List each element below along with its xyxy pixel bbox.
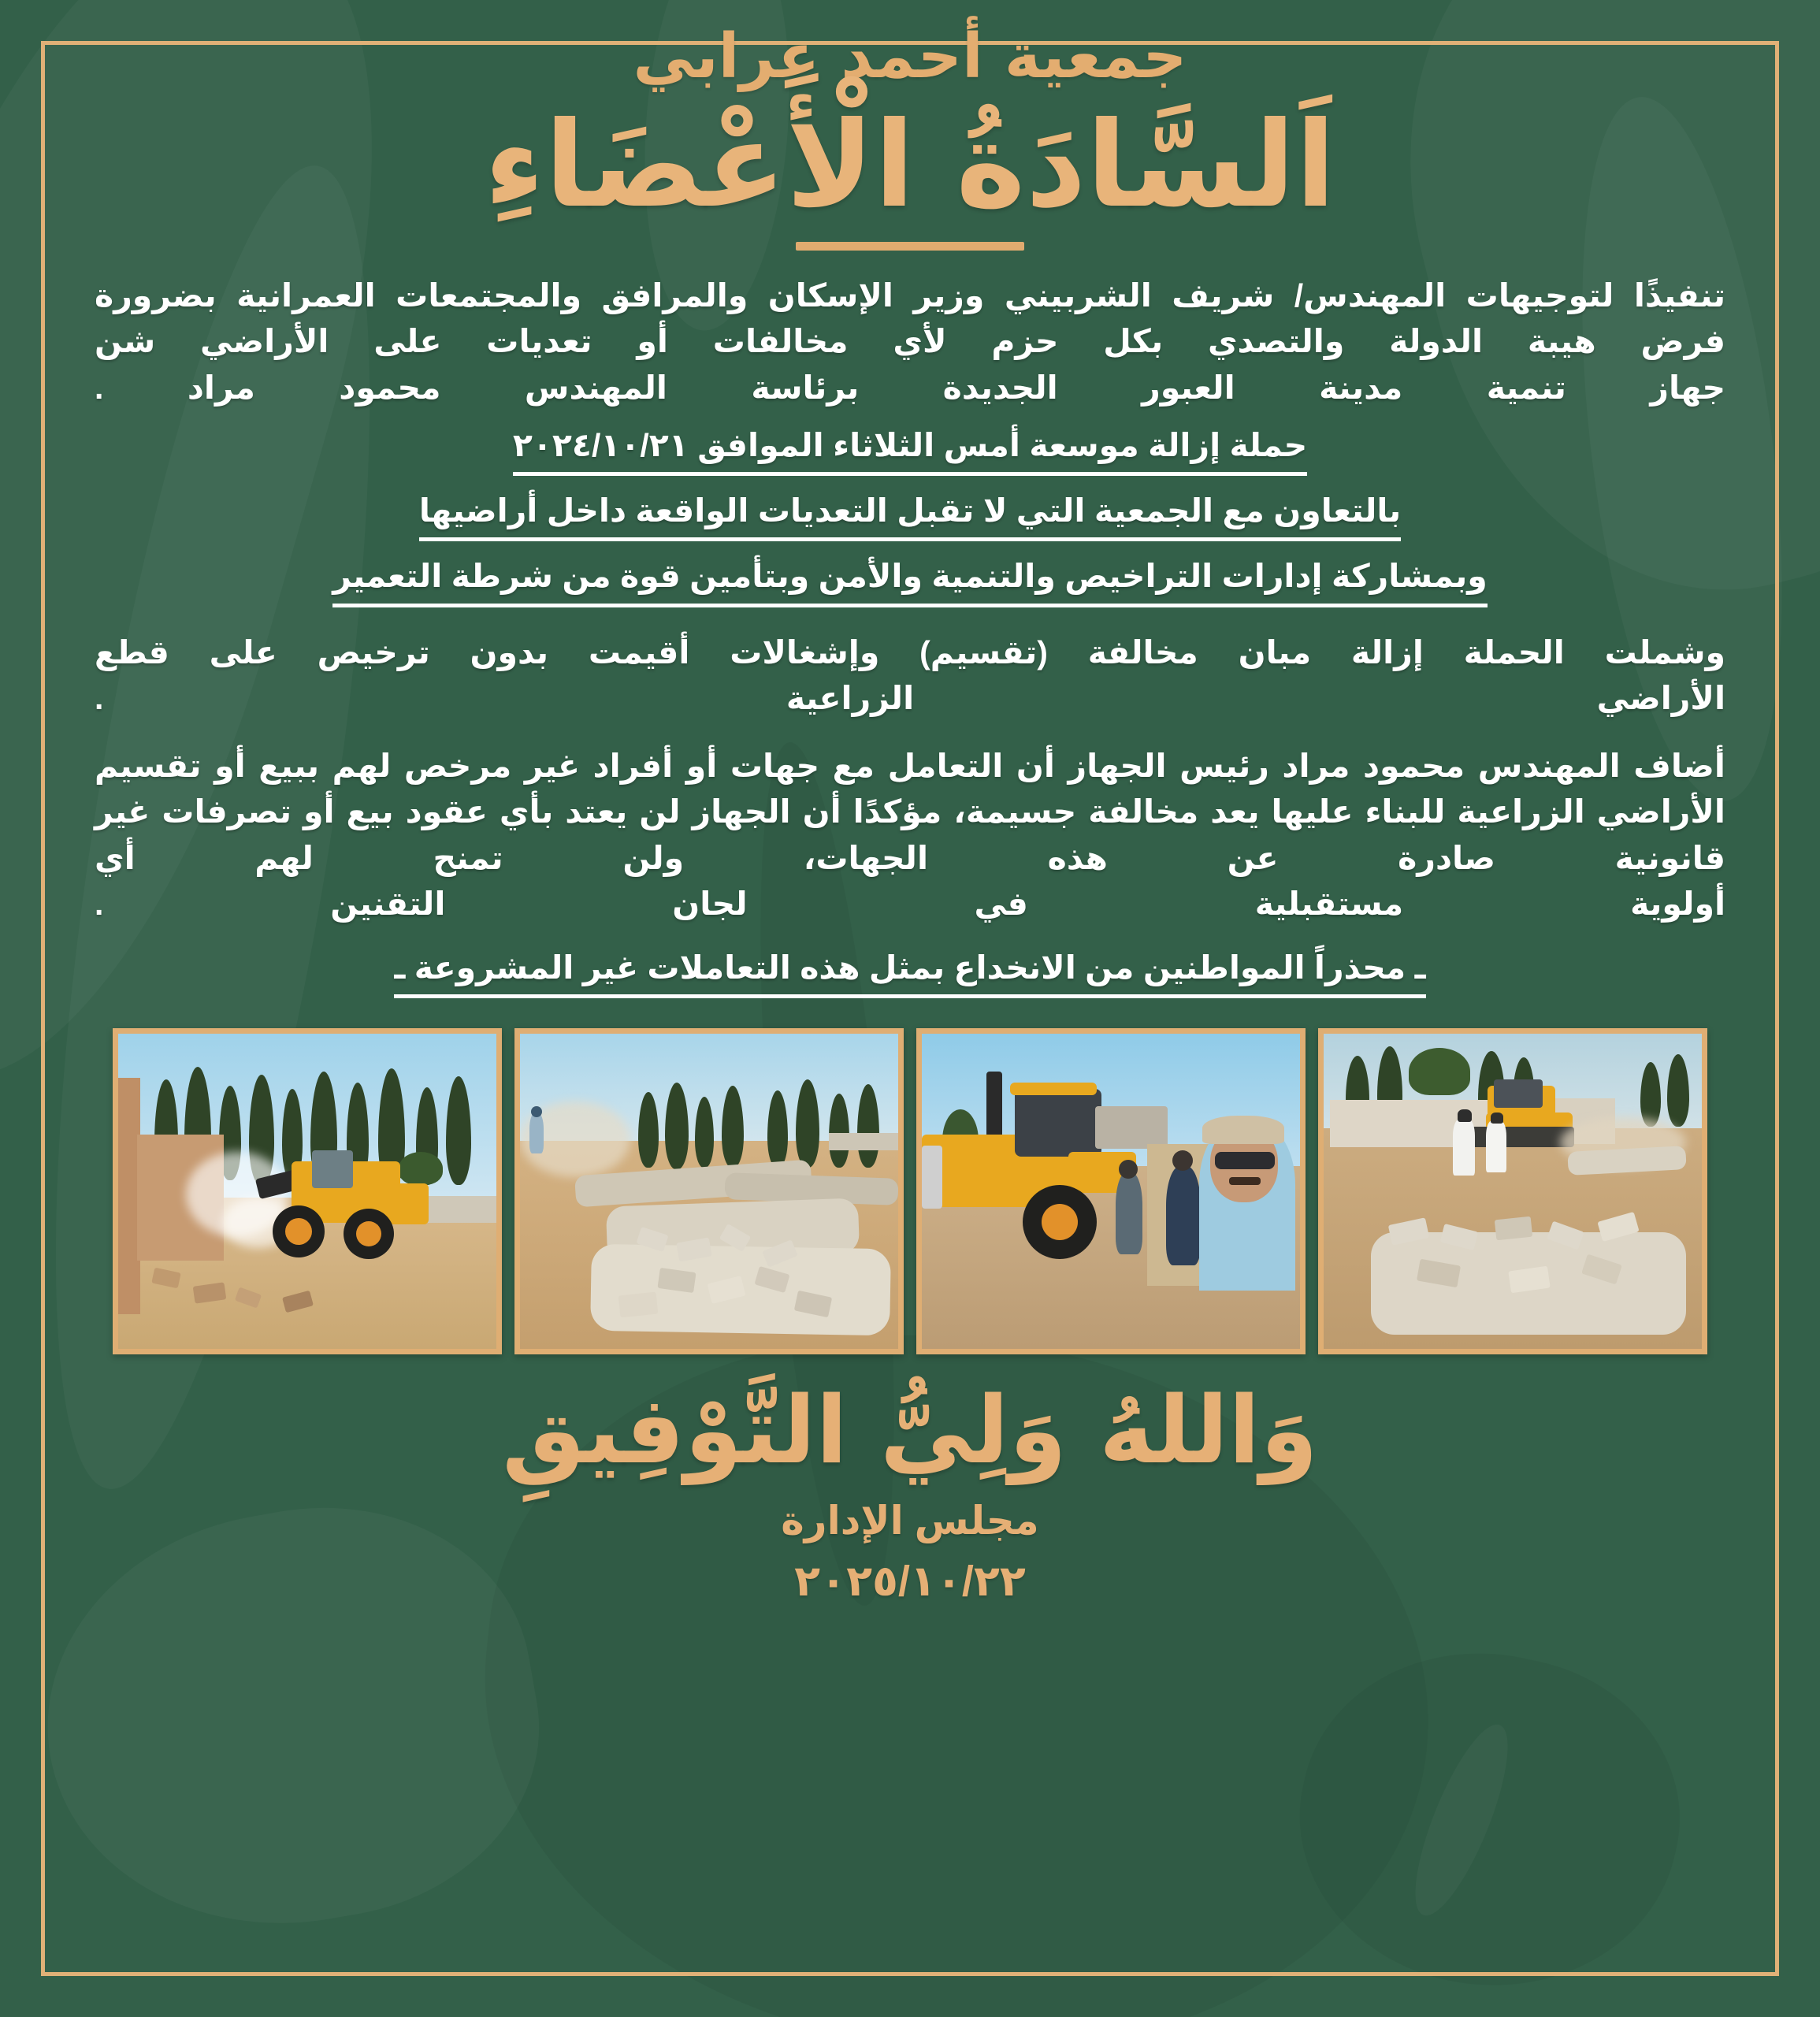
closing-phrase: وَاللهُ وَلِيُّ التَّوْفِيقِ — [502, 1376, 1318, 1485]
photo-cat-loader-officials — [916, 1028, 1306, 1354]
footer-date: ٢٠٢٥/١٠/٢٢ — [794, 1558, 1026, 1606]
signature-board-of-directors: مجلس الإدارة — [781, 1499, 1039, 1543]
photo-demolition-loader — [113, 1028, 502, 1354]
photo-gallery — [95, 1028, 1725, 1354]
intro-line-3: جهاز تنمية مدينة العبور الجديدة برئاسة المهندس محمود مراد . — [95, 369, 1725, 406]
campaign-date-line: حملة إزالة موسعة أمس الثلاثاء الموافق ٢٠٢٤/١٠/٢١ — [513, 425, 1307, 476]
organization-name: جمعية أحمد عرابي — [633, 21, 1187, 92]
statement-line-2: ببيع أو تقسيم الأراضي الزراعية للبناء عليها يعد مخالفة جسيمة، مؤكدًا أن الجهاز لن — [95, 748, 1725, 830]
cooperation-block — [95, 490, 1725, 541]
intro-line-1: تنفيذًا لتوجيهات المهندس/ شريف الشربيني وزير الإسكان والمرافق والمجتمعات العمرانية — [236, 277, 1725, 314]
cooperation-line: بالتعاون مع الجمعية التي لا تقبل التعديات الواقعة داخل أراضيها — [419, 490, 1401, 541]
page-title: اَلسَّادَةُ الْأَعْضَاءِ — [484, 96, 1336, 234]
participation-line: وبمشاركة إدارات التراخيص والتنمية والأمن وبتأمين قوة من شرطة التعمير — [332, 555, 1488, 607]
statement-line-1: أضاف المهندس محمود مراد رئيس الجهاز أن التعامل مع جهات أو أفراد غير مرخص لهم — [332, 748, 1725, 785]
warning-block — [95, 947, 1725, 998]
poster-footer — [95, 1376, 1725, 1606]
intro-paragraph — [95, 273, 1725, 410]
warning-line: ـ محذراً المواطنين من الانخداع بمثل هذه التعاملات غير المشروعة ـ — [394, 947, 1425, 998]
statement-paragraph — [95, 743, 1725, 927]
intro-line-2: بضرورة فرض هيبة الدولة والتصدي بكل حزم لأي مخالفات أو تعديات على الأراضي شن — [95, 277, 1725, 360]
photo-police-bulldozer — [1318, 1028, 1707, 1354]
campaign-date-block — [95, 425, 1725, 476]
scope-line-1: وشملت الحملة إزالة مبان مخالفة (تقسيم) وإشغالات أقيمت بدون ترخيص على قطع — [95, 633, 1725, 670]
photo-rubble-piles — [514, 1028, 904, 1354]
statement-line-4: أولوية مستقبلية في لجان التقنين . — [95, 885, 1725, 922]
title-underline-rule — [796, 242, 1024, 251]
participation-block — [95, 555, 1725, 607]
statement-line-3: يعتد بأي عقود بيع أو تصرفات غير قانونية صادرة عن هذه الجهات، ولن تمنح لهم أي — [95, 793, 1725, 876]
scope-paragraph — [95, 630, 1725, 721]
scope-line-2: الأراضي الزراعية . — [95, 679, 1725, 716]
